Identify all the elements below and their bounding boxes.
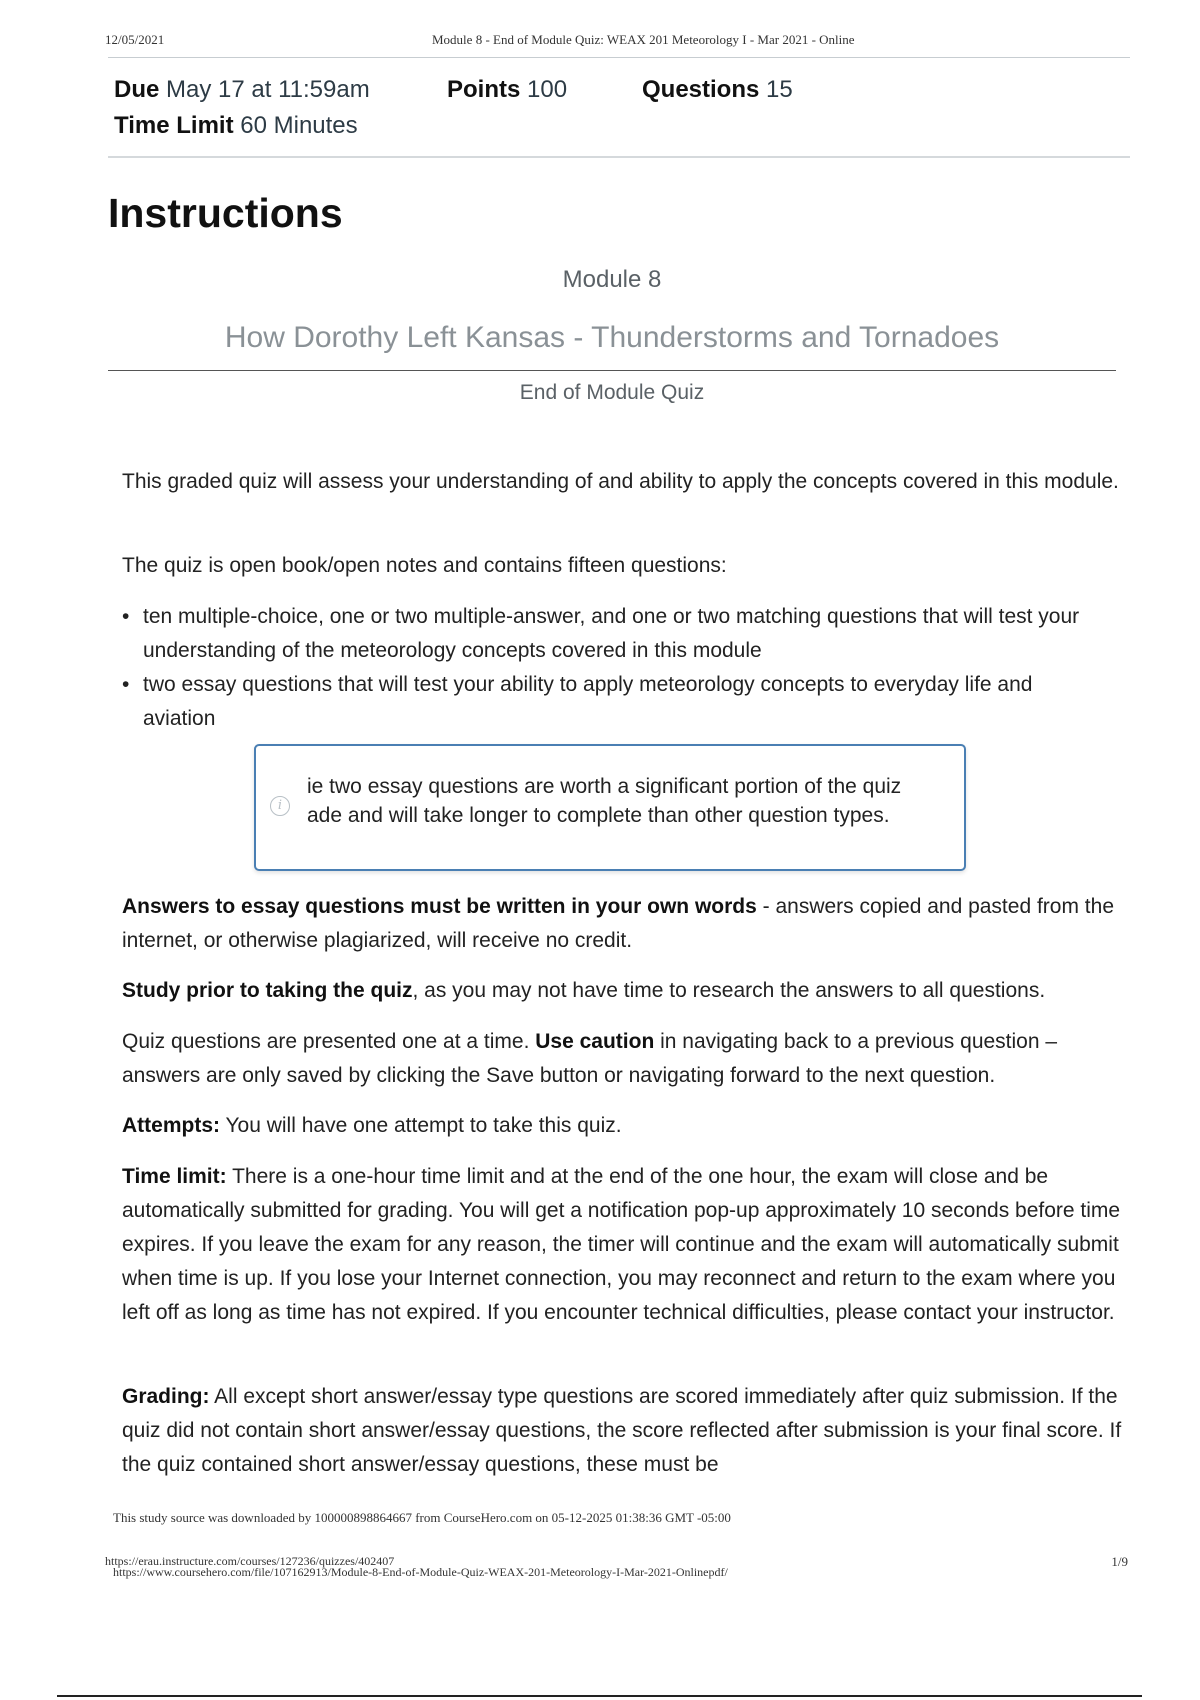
attempts-paragraph: Attempts: You will have one attempt to take this quiz. xyxy=(122,1114,622,1137)
time-limit-paragraph: Time limit: There is a one-hour time limit and at the end of the one hour, the exam will close and be automatically submitted for grading. You will get a notification pop-up approximately 10 seconds before time expires. If you leave the exam for any reason, the timer will continue and the exam will automatically submit when time is up. If you lose your Internet connection, you may reconnect and return to the exam where you left off as long as time has not expired. If you encounter technical difficulties, please contact your instructor. xyxy=(122,1165,1121,1324)
instructions-heading: Instructions xyxy=(108,190,343,236)
list-item: • ten multiple-choice, one or two multiple-answer, and one or two matching questions that will test your understanding of the meteorology concepts covered in this module xyxy=(122,605,1080,662)
intro-paragraph: This graded quiz will assess your understanding of and ability to apply the concepts covered in this module. xyxy=(122,470,1119,493)
bottom-edge-line xyxy=(57,1695,1142,1697)
info-icon: i xyxy=(270,796,290,816)
module-title: How Dorothy Left Kansas - Thunderstorms and Tornadoes xyxy=(224,321,1000,354)
questions-meta xyxy=(642,76,793,104)
list-item: • two essay questions that will test your ability to apply meteorology concepts to everyday life and aviation xyxy=(122,673,1033,730)
page-number: 1/9 xyxy=(1111,1554,1128,1569)
header-divider xyxy=(108,57,1130,58)
caution-paragraph: Quiz questions are presented one at a time. Use caution in navigating back to a previous question – answers are only saved by clicking the Save button or navigating forward to the next question. xyxy=(122,1030,1058,1087)
print-page-title: Module 8 - End of Module Quiz: WEAX 201 Meteorology I - Mar 2021 - Online xyxy=(432,32,855,47)
points-meta xyxy=(447,76,567,104)
essay-info-callout xyxy=(254,744,966,871)
meta-divider xyxy=(108,156,1130,158)
coursehero-url: https://www.coursehero.com/file/107162913/Module-8-End-of-Module-Quiz-WEAX-201-Meteorology-I-Mar-2021-Onlinepdf/ xyxy=(113,1565,728,1579)
questions-label: Questions xyxy=(642,76,760,103)
points-value: 100 xyxy=(527,76,568,103)
due-value: May 17 at 11:59am xyxy=(166,76,370,103)
study-paragraph: Study prior to taking the quiz, as you may not have time to research the answers to all questions. xyxy=(122,979,1046,1002)
due-label: Due xyxy=(114,76,160,103)
module-title-rule xyxy=(108,370,1116,371)
callout-text: ie two essay questions are worth a significant portion of the quiz ade and will take longer to complete than other question types. xyxy=(307,775,902,827)
download-source-note: This study source was downloaded by 100000898864667 from CourseHero.com on 05-12-2025 01:38:36 GMT -05:00 xyxy=(113,1510,731,1525)
open-book-paragraph: The quiz is open book/open notes and contains fifteen questions: xyxy=(122,554,727,577)
time-limit-label: Time Limit xyxy=(114,112,234,139)
questions-value: 15 xyxy=(766,76,793,103)
own-words-paragraph: Answers to essay questions must be written in your own words - answers copied and pasted from the internet, or otherwise plagiarized, will receive no credit. xyxy=(122,895,1114,952)
module-subtitle: End of Module Quiz xyxy=(519,381,705,404)
print-date: 12/05/2021 xyxy=(105,32,165,47)
question-types-list xyxy=(122,600,1102,736)
time-limit-value: 60 Minutes xyxy=(240,112,358,139)
points-label: Points xyxy=(447,76,521,103)
canvas-url: https://erau.instructure.com/courses/127236/quizzes/402407 xyxy=(105,1554,395,1568)
time-limit-meta xyxy=(114,112,358,140)
due-meta xyxy=(114,76,370,104)
grading-paragraph: Grading: All except short answer/essay type questions are scored immediately after quiz submission. If the quiz did not contain short answer/essay questions, the score reflected after submission is your final score. If the quiz contained short answer/essay questions, these must be xyxy=(122,1385,1122,1476)
module-number: Module 8 xyxy=(562,266,662,293)
